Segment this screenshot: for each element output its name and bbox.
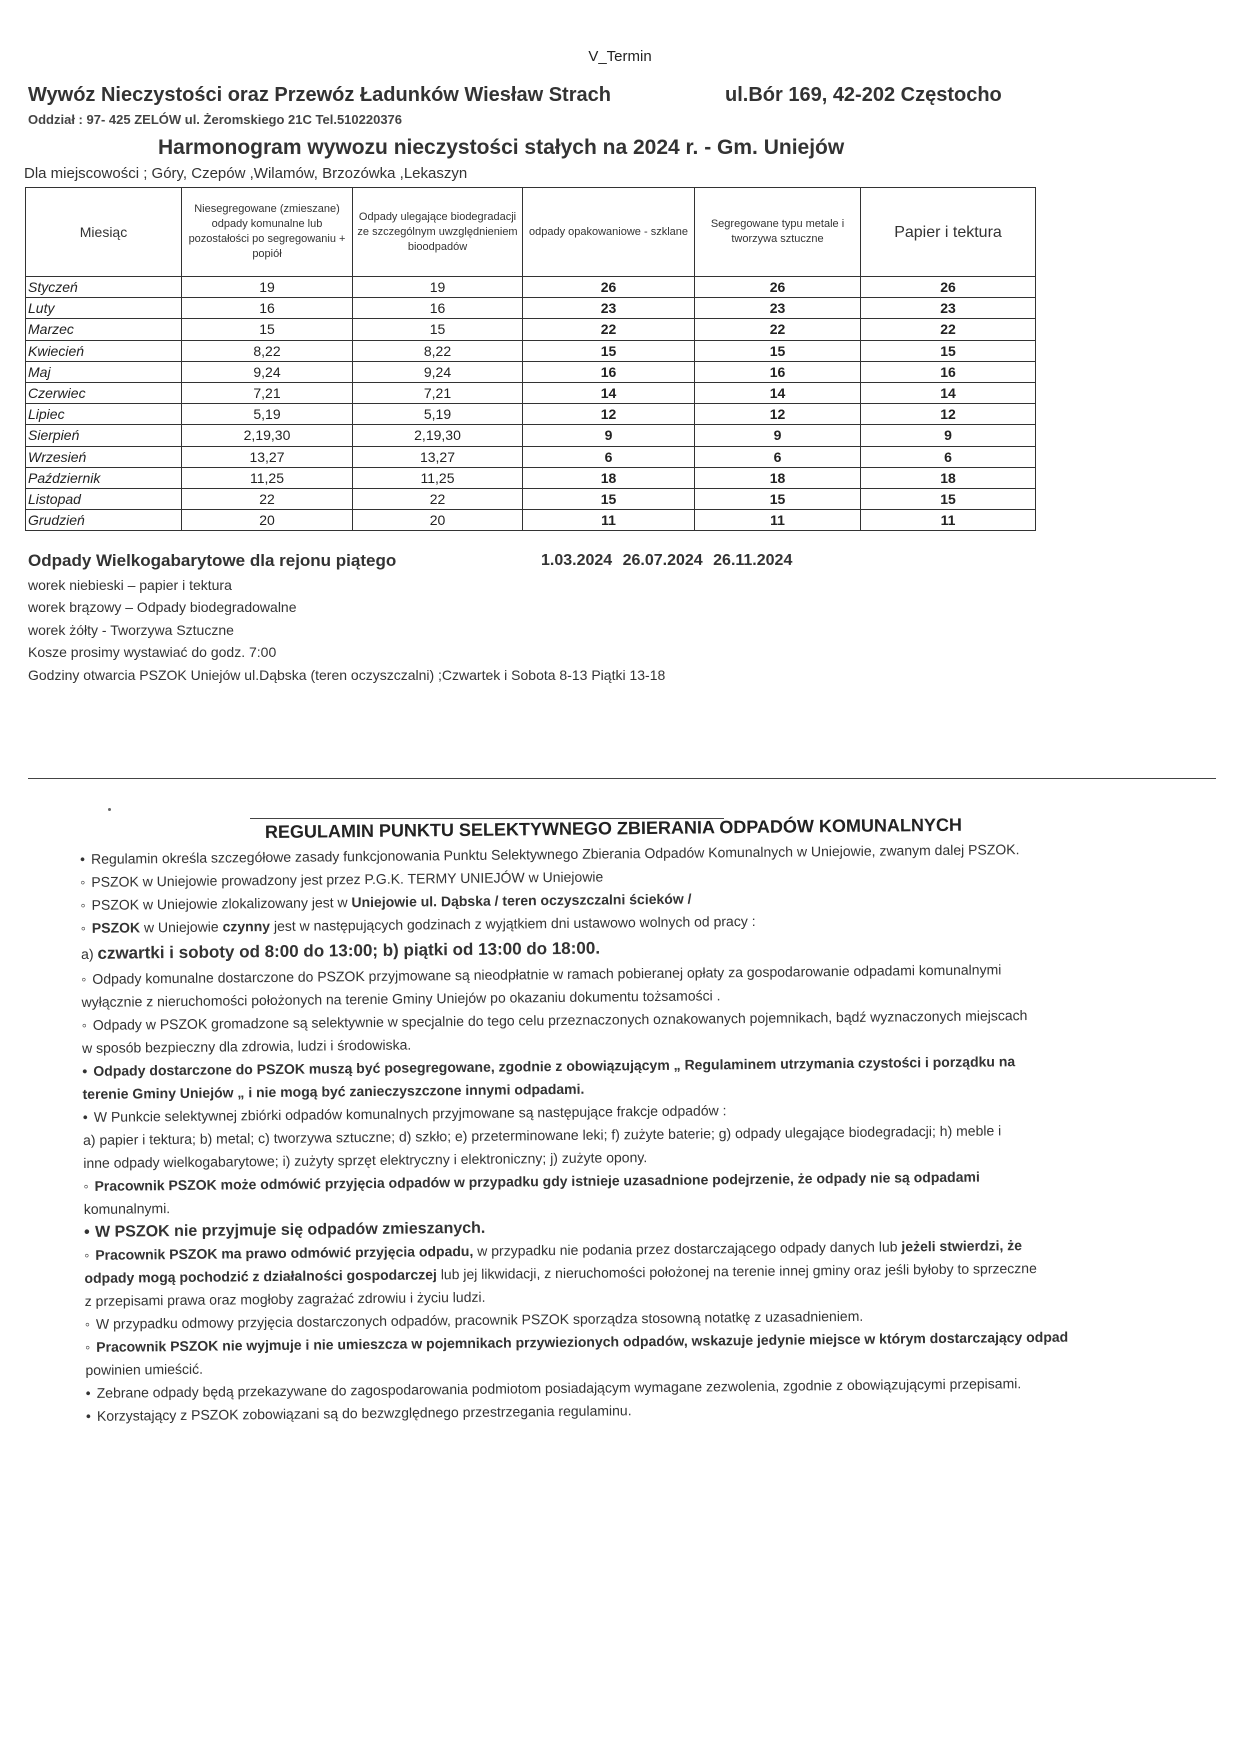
date-cell: 8,22 (353, 340, 523, 361)
rule-item-cont: powinien umieścić. (85, 1360, 204, 1378)
header-glass: odpady opakowaniowe - szklane (523, 188, 695, 277)
date-cell: 9 (861, 425, 1036, 446)
date-cell: 5,19 (182, 404, 353, 425)
company-name: Wywóz Nieczystości oraz Przewóz Ładunków Wiesław Strach (28, 84, 611, 106)
rule-item: • W PSZOK nie przyjmuje się odpadów zmieszanych. (83, 1219, 486, 1241)
date-cell: 11 (861, 510, 1036, 531)
rule-item: ◦ Odpady w PSZOK gromadzone są selektywnie w specjalnie do tego celu przeznaczonych oznakowanych pojemnikach, bądź wyznaczonych miejscach (81, 1007, 1028, 1033)
date-cell: 26 (523, 277, 695, 298)
date-cell: 15 (861, 340, 1036, 361)
date-cell: 9,24 (182, 361, 353, 382)
month-cell: Grudzień (26, 510, 182, 531)
branch-info: Oddział : 97- 425 ZELÓW ul. Żeromskiego 21C Tel.510220376 (28, 112, 403, 127)
rule-item-cont: z przepisami prawa oraz mogłoby zagrażać zdrowiu i życiu ludzi. (84, 1288, 486, 1309)
month-cell: Czerwiec (26, 382, 182, 403)
date-cell: 7,21 (353, 382, 523, 403)
date-cell: 7,21 (182, 382, 353, 403)
date-cell: 18 (861, 467, 1036, 488)
table-row (26, 277, 1036, 298)
date-cell: 12 (861, 404, 1036, 425)
date-cell: 14 (523, 382, 695, 403)
date-cell: 6 (861, 446, 1036, 467)
date-cell: 23 (861, 298, 1036, 319)
date-cell: 23 (523, 298, 695, 319)
table-row (26, 488, 1036, 509)
date-cell: 5,19 (353, 404, 523, 425)
date-cell: 15 (695, 488, 861, 509)
date-cell: 19 (353, 277, 523, 298)
date-cell: 19 (182, 277, 353, 298)
rule-item: • W Punkcie selektywnej zbiórki odpadów komunalnych przyjmowane są następujące frakcje odpadów : (82, 1102, 727, 1125)
table-row (26, 510, 1036, 531)
rule-item: ◦ Pracownik PSZOK ma prawo odmówić przyjęcia odpadu, w przypadku nie podania przez dostarczającego odpady danych lub jeżeli stwierdzi, że (84, 1237, 1023, 1263)
table-header-row (26, 188, 1036, 277)
date-cell: 12 (695, 404, 861, 425)
date-cell: 14 (861, 382, 1036, 403)
date-cell: 16 (695, 361, 861, 382)
regulamin-body (80, 837, 1171, 1428)
date-cell: 2,19,30 (353, 425, 523, 446)
schedule-table (25, 187, 1036, 531)
rule-item: ◦ Pracownik PSZOK nie wyjmuje i nie umieszcza w pojemnikach przywiezionych odpadów, wskazuje jedynie miejsce w którym dostarczający odpad (85, 1328, 1069, 1355)
date-cell: 8,22 (182, 340, 353, 361)
note-bin-time: Kosze prosimy wystawiać do godz. 7:00 (28, 644, 277, 660)
month-cell: Lipiec (26, 404, 182, 425)
date-cell: 26 (861, 277, 1036, 298)
schedule-title: Harmonogram wywozu nieczystości stałych na 2024 r. - Gm. Uniejów (158, 136, 845, 159)
date-cell: 20 (353, 510, 523, 531)
date-cell: 13,27 (182, 446, 353, 467)
rule-item: ◦ PSZOK w Uniejowie czynny jest w następujących godzinach z wyjątkiem dni ustawowo wolnych od pracy : (80, 912, 756, 936)
date-cell: 11 (695, 510, 861, 531)
header-paper: Papier i tektura (861, 188, 1036, 277)
rule-item-cont: a) papier i tektura; b) metal; c) tworzywa sztuczne; d) szkło; e) przeterminowane leki; f) zużyte baterie; g) odpady ulegające biodegradacji; h) meble i (82, 1122, 1002, 1148)
date-cell: 6 (695, 446, 861, 467)
month-cell: Luty (26, 298, 182, 319)
note-pszok-hours: Godziny otwarcia PSZOK Uniejów ul.Dąbska (teren oczyszczalni) ;Czwartek i Sobota 8-13 Piątki 13-18 (28, 667, 666, 683)
rule-item: • Odpady dostarczone do PSZOK muszą być posegregowane, zgodnie z obowiązującym „ Regulaminem utrzymania czystości i porządku na (82, 1053, 1016, 1079)
table-row (26, 340, 1036, 361)
regulamin-title: REGULAMIN PUNKTU SELEKTYWNEGO ZBIERANIA ODPADÓW KOMUNALNYCH (264, 814, 963, 842)
date-cell: 2,19,30 (182, 425, 353, 446)
date-cell: 22 (523, 319, 695, 340)
rule-item: ◦ PSZOK w Uniejowie prowadzony jest przez P.G.K. TERMY UNIEJÓW w Uniejowie (80, 868, 604, 890)
month-cell: Styczeń (26, 277, 182, 298)
month-cell: Październik (26, 467, 182, 488)
date-cell: 12 (523, 404, 695, 425)
date-cell: 15 (523, 340, 695, 361)
rule-item: • Zebrane odpady będą przekazywane do zagospodarowania podmiotom posiadającym wymagane zezwolenia, zgodnie z obowiązującymi przepisami. (85, 1375, 1022, 1401)
date-cell: 22 (182, 488, 353, 509)
month-cell: Listopad (26, 488, 182, 509)
date-cell: 16 (182, 298, 353, 319)
rule-item-cont: w sposób bezpieczny dla zdrowia, ludzi i środowiska. (82, 1036, 412, 1056)
rule-item: ◦ Odpady komunalne dostarczone do PSZOK przyjmowane są nieodpłatnie w ramach pobieranej opłaty za gospodarowanie odpadami komunalnymi (81, 961, 1002, 987)
note-yellow-bag: worek żółty - Tworzywa Sztuczne (28, 622, 234, 638)
date-cell: 16 (353, 298, 523, 319)
note-brown-bag: worek brązowy – Odpady biodegradowalne (28, 599, 297, 615)
table-row (26, 446, 1036, 467)
date-cell: 22 (353, 488, 523, 509)
date-cell: 18 (695, 467, 861, 488)
date-cell: 9 (523, 425, 695, 446)
date-cell: 20 (182, 510, 353, 531)
rule-item-cont: inne odpady wielkogabarytowe; i) zużyty sprzęt elektryczny i elektroniczny; j) zużyte opony. (83, 1149, 648, 1171)
date-cell: 15 (861, 488, 1036, 509)
date-cell: 15 (353, 319, 523, 340)
bulky-waste-dates: 1.03.2024 26.07.2024 26.11.2024 (541, 552, 793, 569)
header-metal-plastic: Segregowane typu metale i tworzywa sztuczne (695, 188, 861, 277)
date-cell: 16 (861, 361, 1036, 382)
rule-item-cont: wyłącznie z nieruchomości położonych na terenie Gminy Uniejów po okazaniu dokumentu tożsamości . (81, 987, 721, 1010)
date-cell: 11,25 (353, 467, 523, 488)
date-cell: 13,27 (353, 446, 523, 467)
rule-item-cont: terenie Gminy Uniejów „ i nie mogą być zanieczyszczone innymi odpadami. (82, 1080, 585, 1102)
month-cell: Wrzesień (26, 446, 182, 467)
date-cell: 22 (861, 319, 1036, 340)
header-bio-waste: Odpady ulegające biodegradacji ze szczególnym uwzględnieniem bioodpadów (353, 188, 523, 277)
header-mixed-waste: Niesegregowane (zmieszane) odpady komunalne lub pozostałości po segregowaniu + popiół (182, 188, 353, 277)
note-blue-bag: worek niebieski – papier i tektura (28, 577, 232, 593)
rule-item: ◦ W przypadku odmowy przyjęcia dostarczonych odpadów, pracownik PSZOK sporządza stosowną notatkę z uzasadnieniem. (84, 1307, 864, 1332)
table-row (26, 425, 1036, 446)
rule-item: • Regulamin określa szczegółowe zasady funkcjonowania Punktu Selektywnego Zbierania Odpadów Komunalnych w Uniejowie, zwanym dalej PSZOK. (80, 841, 1020, 867)
date-cell: 26 (695, 277, 861, 298)
table-row (26, 382, 1036, 403)
date-cell: 15 (523, 488, 695, 509)
divider-line (28, 778, 1216, 779)
month-cell: Maj (26, 361, 182, 382)
date-cell: 22 (695, 319, 861, 340)
month-cell: Sierpień (26, 425, 182, 446)
date-cell: 6 (523, 446, 695, 467)
month-cell: Marzec (26, 319, 182, 340)
rule-item: • Korzystający z PSZOK zobowiązani są do bezwzględnego przestrzegania regulaminu. (85, 1402, 632, 1424)
localities: Dla miejscowości ; Góry, Czepów ,Wilamów, Brzozówka ,Lekaszyn (24, 165, 468, 182)
table-row (26, 404, 1036, 425)
bulky-waste-label: Odpady Wielkogabarytowe dla rejonu piątego (28, 551, 397, 570)
table-row (26, 319, 1036, 340)
date-cell: 23 (695, 298, 861, 319)
table-row (26, 298, 1036, 319)
header-month: Miesiąc (26, 188, 182, 277)
table-row (26, 467, 1036, 488)
date-cell: 9,24 (353, 361, 523, 382)
rule-item: a) czwartki i soboty od 8:00 do 13:00; b) piątki od 13:00 do 18:00. (81, 938, 601, 963)
rule-item-cont: odpady mogą pochodzić z działalności gospodarczej lub jej likwidacji, z nieruchomości położonej na terenie innej gminy oraz jeśli byłoby to sprzeczne (84, 1260, 1037, 1286)
date-cell: 11 (523, 510, 695, 531)
rule-item-cont: komunalnymi. (83, 1200, 171, 1217)
date-cell: 9 (695, 425, 861, 446)
rule-item: ◦ PSZOK w Uniejowie zlokalizowany jest w Uniejowie ul. Dąbska / teren oczyszczalni ścieków / (80, 890, 692, 913)
month-cell: Kwiecień (26, 340, 182, 361)
document-label: V_Termin (588, 48, 652, 65)
table-row (26, 361, 1036, 382)
date-cell: 16 (523, 361, 695, 382)
rule-item: ◦ Pracownik PSZOK może odmówić przyjęcia odpadów w przypadku gdy istnieje uzasadnione podejrzenie, że odpady nie są odpadami (83, 1168, 980, 1194)
scan-speck (108, 808, 111, 811)
date-cell: 15 (182, 319, 353, 340)
date-cell: 18 (523, 467, 695, 488)
date-cell: 15 (695, 340, 861, 361)
company-address: ul.Bór 169, 42-202 Częstocho (725, 84, 1002, 106)
date-cell: 11,25 (182, 467, 353, 488)
date-cell: 14 (695, 382, 861, 403)
